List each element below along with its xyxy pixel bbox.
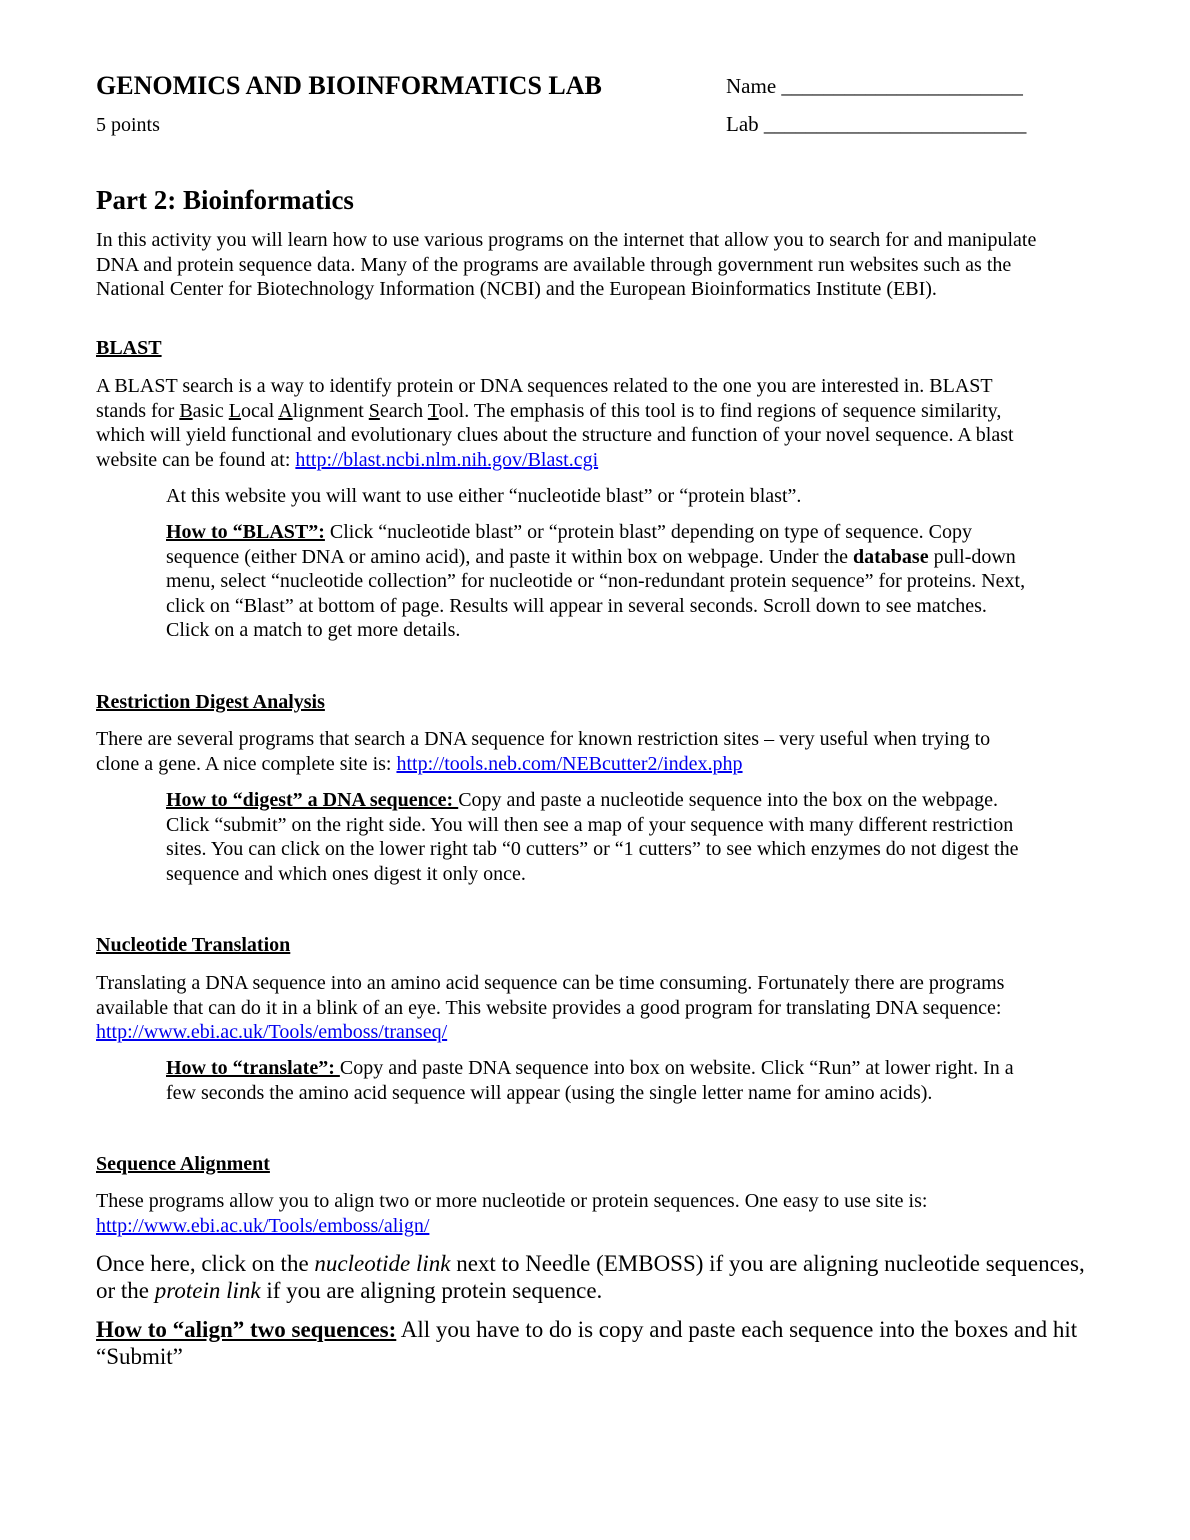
name-label: Name (726, 74, 777, 98)
text: next to Needle (EMBOSS) if you are aligning nucleotide sequences, (450, 1251, 1085, 1276)
italic-term: protein link (154, 1278, 261, 1303)
note-line: At this website you will want to use either “nucleotide blast” or “protein blast”. (166, 485, 802, 507)
once-line (96, 1277, 1116, 1304)
lab-blank[interactable]: _________________________ (763, 112, 1027, 136)
howto-line: few seconds the amino acid sequence will appear (using the single letter name for amino acids). (166, 1081, 933, 1104)
text: clone a gene. A nice complete site is: (96, 752, 397, 775)
acronym-initial: A (278, 399, 293, 422)
text: if you are aligning protein sequence. (260, 1278, 603, 1303)
text: Click “nucleotide blast” or “protein blast” depending on type of sequence. Copy (324, 521, 972, 543)
restriction-line (96, 752, 1106, 777)
lab-label: Lab (726, 112, 759, 136)
nebcutter-link[interactable]: http://tools.neb.com/NEBcutter2/index.php (396, 752, 743, 775)
name-blank[interactable]: _______________________ (781, 74, 1023, 98)
align-link[interactable]: http://www.ebi.ac.uk/Tools/emboss/align/ (96, 1214, 430, 1237)
howto-line: “Submit” (96, 1344, 183, 1369)
howto-label: How to “translate”: (166, 1057, 340, 1079)
blast-note (166, 484, 1106, 509)
text: ocal (240, 399, 279, 422)
text: earch (379, 399, 428, 422)
intro-line: In this activity you will learn how to use various programs on the internet that allow you to search for and manipulate (96, 229, 1037, 251)
text: asic (192, 399, 229, 422)
howto-label: How to “digest” a DNA sequence: (166, 789, 459, 811)
text: . The emphasis of this tool is to find regions of sequence similarity, (464, 399, 1002, 422)
intro-line: DNA and protein sequence data. Many of the programs are available through government run websites such as the (96, 253, 1012, 276)
restriction-paragraph (96, 727, 1106, 776)
restriction-howto (166, 788, 1106, 886)
text: All you have to do is copy and paste each sequence into the boxes and hit (396, 1317, 1078, 1342)
howto-line: sequence and which ones digest it only once. (166, 862, 526, 885)
section-heading-alignment: Sequence Alignment (96, 1153, 270, 1175)
alignment-line (96, 1214, 1106, 1239)
translation-paragraph (96, 971, 1106, 1045)
howto-line: sites. You can click on the lower right tab “0 cutters” or “1 cutters” to see which enzymes do not digest the (166, 838, 1019, 860)
text: sequence (either DNA or amino acid), and paste it within box on webpage. Under the (166, 545, 854, 568)
blast-line: A BLAST search is a way to identify protein or DNA sequences related to the one you are interested in. BLAST (96, 375, 993, 397)
section-heading-translation: Nucleotide Translation (96, 934, 291, 956)
acronym-initial: S (368, 399, 380, 422)
text: ool (438, 399, 465, 422)
text: Copy and paste a nucleotide sequence into the box on the webpage. (458, 789, 999, 811)
transeq-link[interactable]: http://www.ebi.ac.uk/Tools/emboss/transeq/ (96, 1021, 448, 1043)
howto-line: menu, select “nucleotide collection” for nucleotide or “non-redundant protein sequence” for proteins. Next, (166, 570, 1026, 592)
translation-howto (166, 1056, 1106, 1105)
howto-line: Click “submit” on the right side. You will then see a map of your sequence with many different restriction (166, 813, 1014, 836)
blast-paragraph (96, 374, 1106, 472)
italic-term: nucleotide link (314, 1251, 451, 1276)
text: stands for (96, 399, 180, 422)
howto-line (166, 788, 1106, 813)
alignment-paragraph (96, 1189, 1106, 1238)
section-heading-restriction: Restriction Digest Analysis (96, 691, 325, 713)
alignment-once-here (96, 1250, 1116, 1304)
restriction-line: There are several programs that search a DNA sequence for known restriction sites – very useful when trying to (96, 728, 991, 750)
text: pull-down (928, 545, 1016, 568)
translation-line: available that can do it in a blink of an eye. This website provides a good program for translating DNA sequence: (96, 996, 1002, 1019)
acronym-initial: B (179, 399, 193, 422)
section-heading-blast: BLAST (96, 337, 162, 359)
howto-label: How to “BLAST”: (166, 521, 325, 543)
text: Once here, click on the (96, 1251, 315, 1276)
howto-line (166, 520, 1106, 545)
alignment-line: These programs allow you to align two or more nucleotide or protein sequences. One easy to use site is: (96, 1190, 928, 1212)
intro-line: National Center for Biotechnology Information (NCBI) and the European Bioinformatics Institute (EBI). (96, 278, 937, 300)
howto-line: Click on a match to get more details. (166, 619, 461, 641)
name-field[interactable] (726, 74, 1023, 99)
acronym-initial: T (427, 399, 439, 422)
text: or the (96, 1278, 155, 1303)
once-line (96, 1250, 1116, 1277)
howto-line (166, 545, 1106, 570)
howto-label: How to “align” two sequences: (96, 1317, 397, 1342)
howto-line: click on “Blast” at bottom of page. Results will appear in several seconds. Scroll down to see matches. (166, 594, 987, 617)
blast-howto (166, 520, 1106, 643)
points-label: 5 points (96, 114, 160, 136)
intro-paragraph (96, 228, 1106, 302)
blast-line: which will yield functional and evolutionary clues about the structure and function of your novel sequence. A blast (96, 424, 1014, 446)
page-title: GENOMICS AND BIOINFORMATICS LAB (96, 71, 602, 100)
translation-line: Translating a DNA sequence into an amino acid sequence can be time consuming. Fortunately there are programs (96, 972, 1005, 994)
howto-line (166, 1056, 1106, 1081)
lab-field[interactable] (726, 112, 1026, 137)
translation-line (96, 1020, 1106, 1045)
alignment-howto (96, 1316, 1116, 1370)
blast-line (96, 399, 1106, 424)
bold-term: database (853, 545, 929, 568)
text: website can be found at: (96, 448, 296, 471)
blast-link[interactable]: http://blast.ncbi.nlm.nih.gov/Blast.cgi (295, 448, 599, 471)
text: Copy and paste DNA sequence into box on website. Click “Run” at lower right. In a (339, 1057, 1014, 1079)
text: lignment (292, 399, 369, 422)
blast-line (96, 448, 1106, 473)
howto-line (96, 1316, 1116, 1343)
acronym-initial: L (228, 399, 241, 422)
part-title: Part 2: Bioinformatics (96, 185, 354, 215)
